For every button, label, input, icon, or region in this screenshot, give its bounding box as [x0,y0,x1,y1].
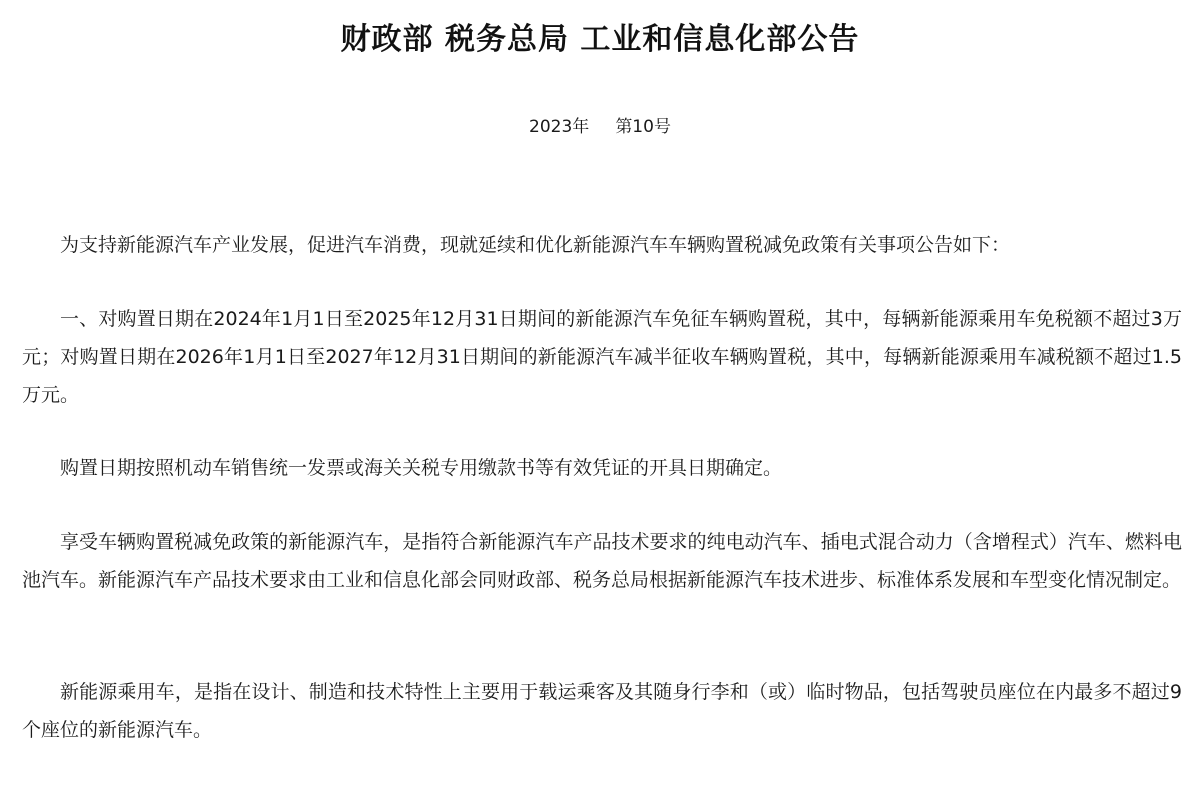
document-number-line [0,114,1200,140]
paragraph-passenger-car-definition: 新能源乘用车，是指在设计、制造和技术特性上主要用于载运乘客及其随身行李和（或）临时物品，包括驾驶员座位在内最多不超过9个座位的新能源汽车。 [22,681,1182,741]
paragraph-vehicle-definition: 享受车辆购置税减免政策的新能源汽车，是指符合新能源汽车产品技术要求的纯电动汽车、插电式混合动力（含增程式）汽车、燃料电池汽车。新能源汽车产品技术要求由工业和信息化部会同财政部、税务总局根据新能源汽车技术进步、标准体系发展和车型变化情况制定。 [22,531,1182,591]
document-number: 第10号 [615,117,671,137]
paragraph-exemption-rules: 一、对购置日期在2024年1月1日至2025年12月31日期间的新能源汽车免征车辆购置税，其中，每辆新能源乘用车免税额不超过3万元；对购置日期在2026年1月1日至2027年12月31日期间的新能源汽车减半征收车辆购置税，其中，每辆新能源乘用车减税额不超过1.5万元。 [22,308,1182,406]
document-title: 财政部 税务总局 工业和信息化部公告 [340,22,860,57]
paragraph-intro: 为支持新能源汽车产业发展，促进汽车消费，现就延续和优化新能源汽车车辆购置税减免政策有关事项公告如下： [60,234,1011,256]
paragraph-purchase-date: 购置日期按照机动车销售统一发票或海关关税专用缴款书等有效凭证的开具日期确定。 [60,457,783,479]
document-year: 2023年 [529,117,590,137]
